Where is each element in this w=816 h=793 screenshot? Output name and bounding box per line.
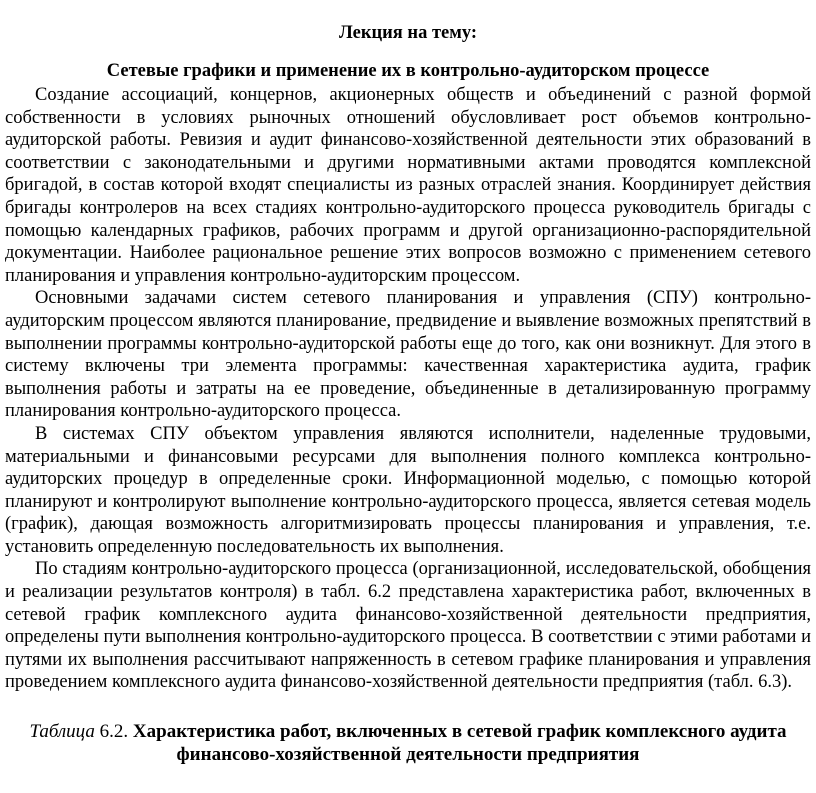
- paragraph-intro: Создание ассоциаций, концернов, акционерных обществ и объединений с разной формой собственности в условиях рыночных отношений обусловливает рост объемов контрольно-аудиторской работы. Ревизия и аудит финансово-хозяйственной деятельности этих образований в соответствии с законодательными и другими нормативными актами проводятся комплексной бригадой, в состав которой входят специалисты из разных отраслей знания. Координирует действия бригады контролеров на всех стадиях контрольно-аудиторского процесса руководитель бригады с помощью календарных графиков, рабочих программ и другой организационно-распорядительной документации. Наиболее рациональное решение этих вопросов возможно с применением сетевого планирования и управления контрольно-аудиторским процессом.: [5, 85, 811, 286]
- lecture-title: Лекция на тему:: [338, 23, 478, 43]
- paragraph-spu-tasks: Основными задачами систем сетевого планирования и управления (СПУ) контрольно-аудиторским процессом являются планирование, предвидение и выявление возможных препятствий в выполнении программы контрольно-аудиторской работы еще до того, как они возникнут. Для этого в систему включены три элемента программы: качественная характеристика аудита, график выполнения работы и затраты на ее проведение, объединенные в детализированную программу планирования контрольно-аудиторского процесса.: [5, 288, 811, 422]
- lecture-subtitle: Сетевые графики и применение их в контрольно-аудиторском процессе: [106, 61, 710, 81]
- table-caption-title: Характеристика работ, включенных в сетевой график комплексного аудита финансово-хозяйственной деятельности предприятия: [132, 721, 787, 766]
- table-caption-number: 6.2.: [94, 721, 133, 743]
- paragraph-spu-object: В системах СПУ объектом управления являются исполнители, наделенные трудовыми, материальными и финансовыми ресурсами для выполнения полного комплекса контрольно-аудиторских процедур в определенные сроки. Информационной моделью, с помощью которой планируют и контролируют выполнение контрольно-аудиторского процесса, является сетевая модель (график), дающая возможность алгоритмизировать процессы планирования и управления, т.е. установить определенную последовательность их выполнения.: [5, 423, 811, 557]
- table-caption-label: Таблица: [29, 721, 95, 743]
- paragraph-audit-stages: По стадиям контрольно-аудиторского процесса (организационной, исследовательской, обобщения и реализации результатов контроля) в табл. 6.2 представлена характеристика работ, включенных в сетевой график комплексного аудита финансово-хозяйственной деятельности предприятия, определены пути выполнения контрольно-аудиторского процесса. В соответствии с этими работами и путями их выполнения рассчитывают напряженность в сетевом графике планирования и управления проведением комплексного аудита финансово-хозяйственной деятельности предприятия (табл. 6.3).: [5, 559, 811, 693]
- table-caption: [5, 720, 811, 766]
